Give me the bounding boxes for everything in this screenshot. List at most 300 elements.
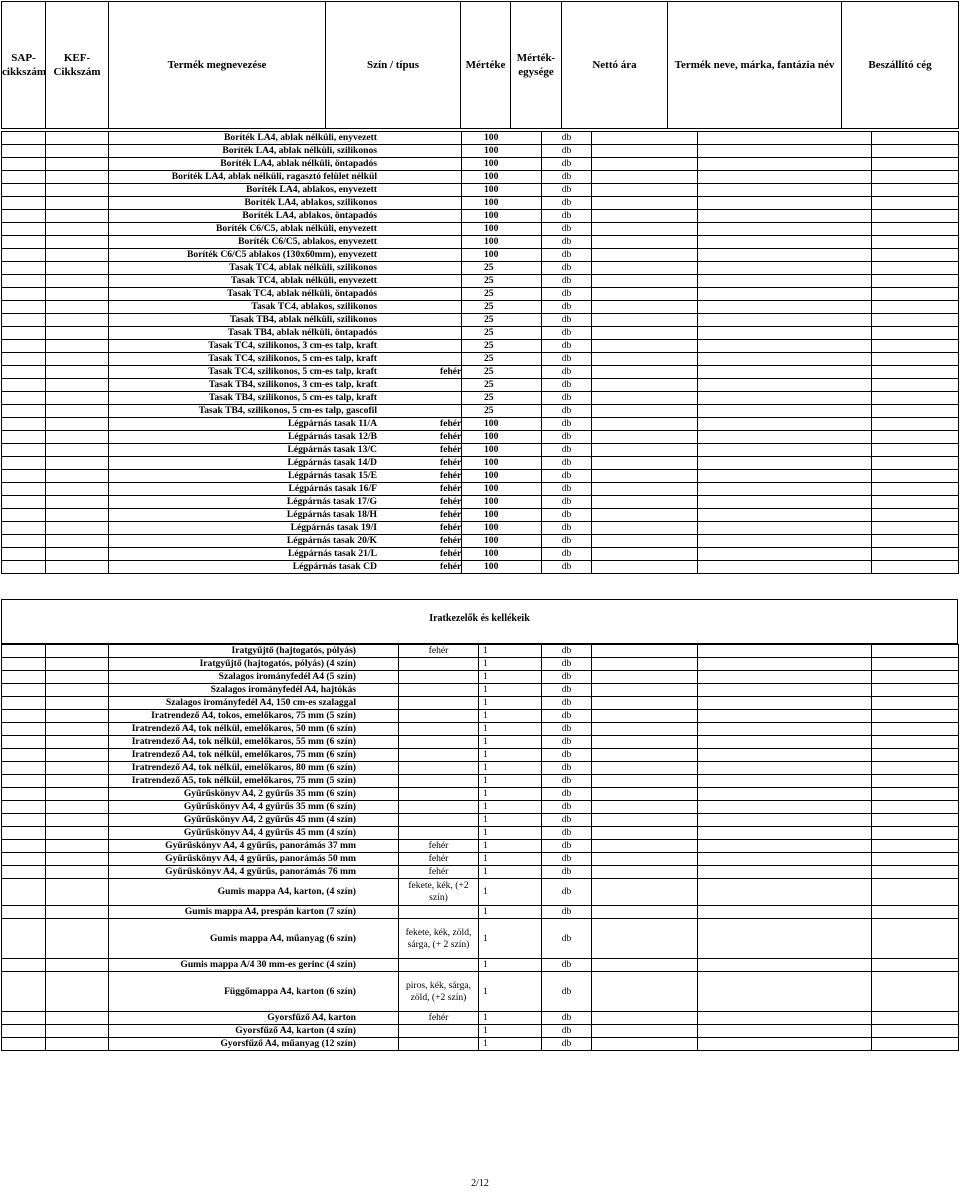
price-cell (592, 314, 698, 327)
product-name-cell: Boríték LA4, ablakos, enyvezett (109, 184, 462, 197)
color-cell (399, 788, 479, 801)
products-table-2 (1, 644, 959, 1051)
sap-cell (2, 184, 46, 197)
kef-cell (46, 788, 109, 801)
col-header-price: Nettó ára (562, 2, 668, 129)
sap-cell (2, 496, 46, 509)
brand-cell (698, 879, 872, 906)
sap-cell (2, 972, 46, 1012)
price-cell (592, 697, 698, 710)
unit-cell: db (542, 457, 592, 470)
table-row (2, 906, 959, 919)
unit-cell: db (542, 866, 592, 879)
qty-value: 100 (484, 132, 499, 143)
color-cell (399, 1038, 479, 1051)
table-row (2, 972, 959, 1012)
color-cell (399, 827, 479, 840)
qty-cell: 1 (479, 723, 542, 736)
price-cell (592, 723, 698, 736)
unit-cell: db (542, 658, 592, 671)
brand-cell (698, 496, 872, 509)
color-cell (399, 710, 479, 723)
qty-value: 25 (484, 301, 494, 312)
brand-cell (698, 132, 872, 145)
brand-cell (698, 301, 872, 314)
product-name-cell: Boríték LA4, ablak nélküli, ragasztó felület nélkül (109, 171, 462, 184)
product-name-cell: Tasak TB4, szilikonos, 3 cm-es talp, kraft (109, 379, 462, 392)
brand-cell (698, 749, 872, 762)
qty-cell: 1 (479, 762, 542, 775)
supplier-cell (872, 145, 959, 158)
kef-cell (46, 288, 109, 301)
unit-cell: db (542, 749, 592, 762)
sap-cell (2, 483, 46, 496)
kef-cell (46, 496, 109, 509)
product-name-cell: Szalagos irományfedél A4, 150 cm-es szalaggal (109, 697, 399, 710)
price-cell (592, 418, 698, 431)
qty-cell: 1 (479, 840, 542, 853)
sap-cell (2, 418, 46, 431)
price-cell (592, 275, 698, 288)
kef-cell (46, 723, 109, 736)
supplier-cell (872, 697, 959, 710)
color-cell (462, 132, 542, 145)
page-number: 2/12 (471, 1178, 489, 1189)
qty-cell: 1 (479, 853, 542, 866)
sap-cell (2, 879, 46, 906)
table-row (2, 919, 959, 959)
kef-cell (46, 1038, 109, 1051)
qty-value: 100 (484, 184, 499, 195)
brand-cell (698, 392, 872, 405)
brand-cell (698, 236, 872, 249)
color-cell (462, 405, 542, 418)
unit-cell: db (542, 431, 592, 444)
sap-cell (2, 353, 46, 366)
table-row (2, 145, 959, 158)
color-value: fehér (440, 366, 462, 377)
col-header-qty: Mértéke (461, 2, 511, 129)
supplier-cell (872, 1038, 959, 1051)
unit-cell: db (542, 184, 592, 197)
product-name-cell: Gumis mappa A4, karton, (4 szín) (109, 879, 399, 906)
section-header (1, 599, 958, 644)
unit-cell: db (542, 522, 592, 535)
product-name-cell: Iratrendező A4, tok nélkül, emelőkaros, 75 mm (6 szín) (109, 749, 399, 762)
price-cell (592, 762, 698, 775)
brand-cell (698, 866, 872, 879)
qty-value: 25 (484, 275, 494, 286)
kef-cell (46, 919, 109, 959)
unit-cell: db (542, 223, 592, 236)
supplier-cell (872, 132, 959, 145)
color-cell (462, 340, 542, 353)
table-row (2, 171, 959, 184)
kef-cell (46, 1025, 109, 1038)
kef-cell (46, 736, 109, 749)
supplier-cell (872, 723, 959, 736)
color-cell (462, 210, 542, 223)
sap-cell (2, 392, 46, 405)
sap-cell (2, 301, 46, 314)
qty-cell: 1 (479, 684, 542, 697)
price-cell (592, 658, 698, 671)
sap-cell (2, 775, 46, 788)
product-name-cell: Iratrendező A5, tok nélkül, emelőkaros, 75 mm (5 szín) (109, 775, 399, 788)
qty-cell: 1 (479, 827, 542, 840)
qty-cell: 1 (479, 658, 542, 671)
brand-cell (698, 697, 872, 710)
kef-cell (46, 457, 109, 470)
brand-cell (698, 171, 872, 184)
color-value: fehér (440, 535, 462, 546)
color-cell (440, 418, 542, 431)
color-cell (440, 561, 542, 574)
brand-cell (698, 561, 872, 574)
kef-cell (46, 184, 109, 197)
qty-value: 100 (484, 171, 499, 182)
color-value: fehér (440, 561, 462, 572)
brand-cell (698, 366, 872, 379)
color-cell (440, 522, 542, 535)
qty-value: 25 (484, 262, 494, 273)
color-cell (440, 444, 542, 457)
unit-cell: db (542, 249, 592, 262)
unit-cell: db (542, 288, 592, 301)
col-header-brand: Termék neve, márka, fantázia név (668, 2, 842, 129)
qty-value: 100 (484, 509, 499, 520)
product-name-cell: Légpárnás tasak CD (109, 561, 462, 574)
kef-cell (46, 431, 109, 444)
kef-cell (46, 366, 109, 379)
unit-cell: db (542, 723, 592, 736)
kef-cell (46, 561, 109, 574)
price-cell (592, 671, 698, 684)
table-row (2, 658, 959, 671)
supplier-cell (872, 1025, 959, 1038)
price-cell (592, 840, 698, 853)
product-name-cell: Gyűrűskönyv A4, 4 gyűrűs, panorámás 37 mm (109, 840, 399, 853)
kef-cell (46, 548, 109, 561)
kef-cell (46, 470, 109, 483)
kef-cell (46, 275, 109, 288)
supplier-cell (872, 548, 959, 561)
color-value: fehér (440, 457, 462, 468)
table-row (2, 788, 959, 801)
product-name-cell: Boríték C6/C5, ablak nélküli, enyvezett (109, 223, 462, 236)
supplier-cell (872, 788, 959, 801)
price-cell (592, 801, 698, 814)
supplier-cell (872, 814, 959, 827)
table-row (2, 879, 959, 906)
product-name-cell: Gyűrűskönyv A4, 4 gyűrűs 45 mm (4 szín) (109, 827, 399, 840)
brand-cell (698, 522, 872, 535)
supplier-cell (872, 444, 959, 457)
table-row (2, 392, 959, 405)
brand-cell (698, 197, 872, 210)
color-cell: piros, kék, sárga, zöld, (+2 szín) (399, 972, 479, 1012)
color-cell: fehér (399, 840, 479, 853)
table-row (2, 366, 959, 379)
kef-cell (46, 827, 109, 840)
product-name-cell: Tasak TB4, ablak nélküli, szilikonos (109, 314, 462, 327)
kef-cell (46, 671, 109, 684)
price-cell (592, 496, 698, 509)
unit-cell: db (542, 879, 592, 906)
product-name-cell: Boríték LA4, ablakos, szilikonos (109, 197, 462, 210)
product-name-cell: Légpárnás tasak 18/H (109, 509, 462, 522)
kef-cell (46, 301, 109, 314)
unit-cell: db (542, 827, 592, 840)
unit-cell: db (542, 814, 592, 827)
price-cell (592, 353, 698, 366)
supplier-cell (872, 405, 959, 418)
unit-cell: db (542, 197, 592, 210)
unit-cell: db (542, 972, 592, 1012)
color-value: fehér (440, 522, 462, 533)
sap-cell (2, 548, 46, 561)
unit-cell: db (542, 210, 592, 223)
color-cell: fehér (399, 645, 479, 658)
product-name-cell: Légpárnás tasak 11/A (109, 418, 462, 431)
brand-cell (698, 788, 872, 801)
sap-cell (2, 431, 46, 444)
color-cell (440, 457, 542, 470)
color-cell (462, 301, 542, 314)
supplier-cell (872, 684, 959, 697)
kef-cell (46, 236, 109, 249)
kef-cell (46, 223, 109, 236)
price-cell (592, 736, 698, 749)
sap-cell (2, 288, 46, 301)
brand-cell (698, 327, 872, 340)
product-name-cell: Iratrendező A4, tok nélkül, emelőkaros, 80 mm (6 szín) (109, 762, 399, 775)
unit-cell: db (542, 171, 592, 184)
color-cell (440, 548, 542, 561)
color-cell (462, 171, 542, 184)
brand-cell (698, 457, 872, 470)
kef-cell (46, 197, 109, 210)
table-row (2, 561, 959, 574)
qty-value: 100 (484, 496, 499, 507)
color-cell (399, 959, 479, 972)
price-cell (592, 171, 698, 184)
products-table-1 (1, 131, 959, 574)
sap-cell (2, 275, 46, 288)
unit-cell: db (542, 959, 592, 972)
price-cell (592, 522, 698, 535)
table-row (2, 301, 959, 314)
supplier-cell (872, 301, 959, 314)
supplier-cell (872, 236, 959, 249)
product-name-cell: Boríték C6/C5, ablakos, enyvezett (109, 236, 462, 249)
price-cell (592, 327, 698, 340)
table-row (2, 548, 959, 561)
sap-cell (2, 1025, 46, 1038)
qty-cell: 1 (479, 801, 542, 814)
qty-cell: 1 (479, 972, 542, 1012)
color-value: fehér (440, 418, 462, 429)
product-name-cell: Boríték LA4, ablak nélküli, enyvezett (109, 132, 462, 145)
table-row (2, 236, 959, 249)
supplier-cell (872, 353, 959, 366)
kef-cell (46, 171, 109, 184)
brand-cell (698, 1038, 872, 1051)
unit-cell: db (542, 496, 592, 509)
supplier-cell (872, 392, 959, 405)
col-header-supplier: Beszállító cég (842, 2, 959, 129)
product-name-cell: Gyűrűskönyv A4, 2 gyűrűs 45 mm (4 szín) (109, 814, 399, 827)
sap-cell (2, 197, 46, 210)
unit-cell: db (542, 1025, 592, 1038)
product-name-cell: Tasak TC4, szilikonos, 5 cm-es talp, kraft (109, 353, 462, 366)
brand-cell (698, 723, 872, 736)
brand-cell (698, 827, 872, 840)
product-name-cell: Boríték LA4, ablak nélküli, szilikonos (109, 145, 462, 158)
qty-cell: 1 (479, 879, 542, 906)
brand-cell (698, 379, 872, 392)
sap-cell (2, 366, 46, 379)
kef-cell (46, 658, 109, 671)
sap-cell (2, 145, 46, 158)
sap-cell (2, 801, 46, 814)
color-cell (462, 288, 542, 301)
color-value: fehér (440, 444, 462, 455)
price-cell (592, 1012, 698, 1025)
unit-cell: db (542, 418, 592, 431)
sap-cell (2, 457, 46, 470)
product-name-cell: Iratrendező A4, tokos, emelőkaros, 75 mm (5 szín) (109, 710, 399, 723)
kef-cell (46, 392, 109, 405)
kef-cell (46, 697, 109, 710)
unit-cell: db (542, 444, 592, 457)
color-cell (440, 509, 542, 522)
brand-cell (698, 801, 872, 814)
product-name-cell: Gyűrűskönyv A4, 2 gyűrűs 35 mm (6 szín) (109, 788, 399, 801)
sap-cell (2, 444, 46, 457)
sap-cell (2, 788, 46, 801)
price-cell (592, 145, 698, 158)
supplier-cell (872, 801, 959, 814)
kef-cell (46, 262, 109, 275)
price-cell (592, 866, 698, 879)
brand-cell (698, 658, 872, 671)
brand-cell (698, 470, 872, 483)
product-name-cell: Légpárnás tasak 19/I (109, 522, 462, 535)
supplier-cell (872, 340, 959, 353)
unit-cell: db (542, 509, 592, 522)
unit-cell: db (542, 736, 592, 749)
unit-cell: db (542, 561, 592, 574)
brand-cell (698, 736, 872, 749)
supplier-cell (872, 366, 959, 379)
table-row (2, 684, 959, 697)
product-name-cell: Tasak TB4, ablak nélküli, öntapadós (109, 327, 462, 340)
unit-cell: db (542, 762, 592, 775)
qty-value: 25 (484, 340, 494, 351)
table-row (2, 249, 959, 262)
unit-cell: db (542, 697, 592, 710)
table-row (2, 275, 959, 288)
table-row (2, 827, 959, 840)
brand-cell (698, 353, 872, 366)
unit-cell: db (542, 801, 592, 814)
price-cell (592, 535, 698, 548)
brand-cell (698, 340, 872, 353)
product-name-cell: Gyorsfűző A4, karton (109, 1012, 399, 1025)
product-name-cell: Légpárnás tasak 12/B (109, 431, 462, 444)
brand-cell (698, 444, 872, 457)
color-cell (462, 275, 542, 288)
brand-cell (698, 418, 872, 431)
table-row (2, 723, 959, 736)
table-row (2, 866, 959, 879)
sap-cell (2, 158, 46, 171)
table-row (2, 697, 959, 710)
col-header-unit: Mérték-egysége (511, 2, 562, 129)
kef-cell (46, 645, 109, 658)
color-cell (462, 223, 542, 236)
brand-cell (698, 853, 872, 866)
unit-cell: db (542, 483, 592, 496)
table-row (2, 223, 959, 236)
color-cell (462, 353, 542, 366)
sap-cell (2, 723, 46, 736)
qty-value: 100 (484, 548, 499, 559)
kef-cell (46, 379, 109, 392)
color-cell (399, 736, 479, 749)
supplier-cell (872, 314, 959, 327)
supplier-cell (872, 522, 959, 535)
qty-value: 100 (484, 223, 499, 234)
table-row (2, 314, 959, 327)
brand-cell (698, 223, 872, 236)
unit-cell: db (542, 775, 592, 788)
color-cell (399, 697, 479, 710)
table-row (2, 483, 959, 496)
unit-cell: db (542, 645, 592, 658)
product-name-cell: Szalagos irományfedél A4 (5 szín) (109, 671, 399, 684)
product-name-cell: Gyorsfűző A4, karton (4 szín) (109, 1025, 399, 1038)
unit-cell: db (542, 145, 592, 158)
brand-cell (698, 184, 872, 197)
qty-value: 25 (484, 392, 494, 403)
kef-cell (46, 840, 109, 853)
price-cell (592, 158, 698, 171)
col-header-name: Termék megnevezése (109, 2, 326, 129)
brand-cell (698, 548, 872, 561)
price-cell (592, 710, 698, 723)
price-cell (592, 561, 698, 574)
product-name-cell: Légpárnás tasak 13/C (109, 444, 462, 457)
color-cell (440, 431, 542, 444)
product-name-cell: Gyűrűskönyv A4, 4 gyűrűs, panorámás 50 mm (109, 853, 399, 866)
qty-cell: 1 (479, 919, 542, 959)
kef-cell (46, 959, 109, 972)
kef-cell (46, 906, 109, 919)
supplier-cell (872, 275, 959, 288)
color-cell (462, 184, 542, 197)
qty-cell: 1 (479, 814, 542, 827)
product-name-cell: Tasak TC4, szilikonos, 3 cm-es talp, kraft (109, 340, 462, 353)
table-row (2, 353, 959, 366)
kef-cell (46, 353, 109, 366)
price-cell (592, 379, 698, 392)
price-cell (592, 197, 698, 210)
price-cell (592, 509, 698, 522)
sap-cell (2, 697, 46, 710)
sap-cell (2, 919, 46, 959)
